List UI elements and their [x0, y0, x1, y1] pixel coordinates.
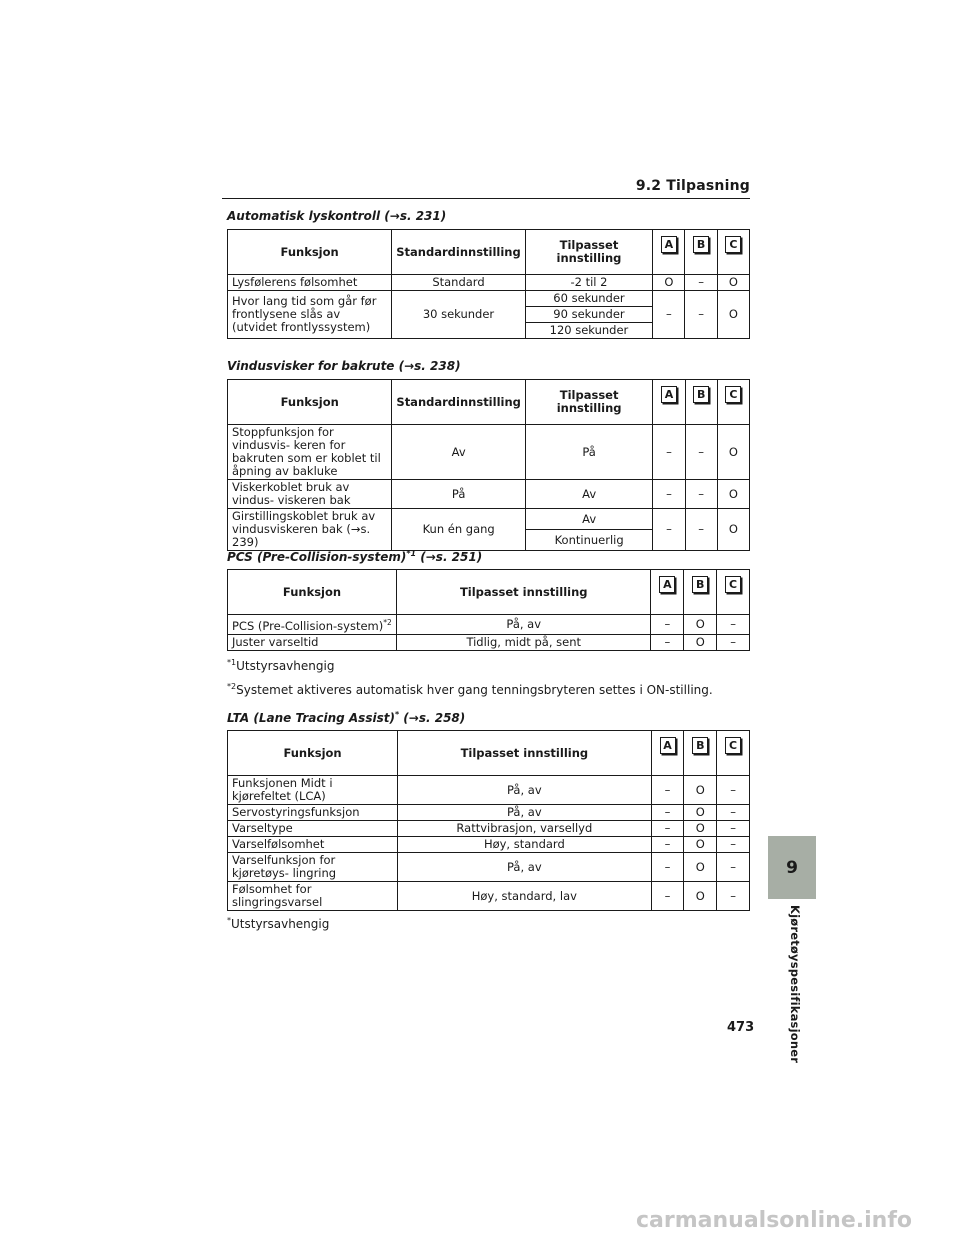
- cell-tilpasset: På, av: [397, 615, 651, 635]
- cell-funksjon: Girstillingskoblet bruk av vindusviskeren bak (→s. 239): [228, 509, 392, 551]
- col-a: [653, 380, 685, 425]
- cell-c: –: [717, 837, 750, 853]
- col-b: [684, 731, 717, 776]
- table-pcs: [227, 569, 750, 651]
- cell-funksjon: [228, 615, 397, 635]
- cell-tilpasset: På: [525, 425, 653, 480]
- section-title-lta-text: LTA (Lane Tracing Assist): [227, 711, 395, 725]
- cell-c: –: [717, 882, 750, 911]
- cell-tilpasset: 90 sekunder: [525, 307, 653, 323]
- cell-tilpasset: -2 til 2: [525, 275, 653, 291]
- cell-a: –: [651, 776, 684, 805]
- footnote-text: Utstyrsavhengig: [231, 917, 330, 931]
- col-c: [717, 380, 749, 425]
- table-wiper: [227, 379, 750, 551]
- footnote-marker: *1: [227, 658, 237, 667]
- cell-c: –: [717, 805, 750, 821]
- footnote-1: [227, 658, 334, 673]
- table-header-row: [228, 570, 750, 615]
- cell-tilpasset: 120 sekunder: [525, 323, 653, 339]
- cell-standard: Kun én gang: [392, 509, 525, 551]
- col-tilpasset: Tilpasset innstilling: [525, 380, 653, 425]
- table-lta: [227, 730, 750, 911]
- cell-standard: Av: [392, 425, 525, 480]
- cell-tilpasset: På, av: [398, 776, 652, 805]
- table-row: [228, 509, 750, 530]
- cell-a: –: [653, 509, 685, 551]
- table-header-row: [228, 380, 750, 425]
- cell-a: –: [653, 291, 685, 339]
- cell-b: –: [685, 291, 717, 339]
- section-title-lta: [227, 710, 465, 725]
- cell-b: O: [684, 805, 717, 821]
- cell-a: –: [651, 634, 684, 650]
- table-row: [228, 275, 750, 291]
- cell-funksjon: Hvor lang tid som går før frontlysene slås av (utvidet frontlyssystem): [228, 291, 392, 339]
- col-b: [685, 380, 717, 425]
- cell-tilpasset: Kontinuerlig: [525, 530, 653, 551]
- cell-b: –: [685, 425, 717, 480]
- cell-funksjon-text: PCS (Pre-Collision-system): [232, 618, 384, 633]
- table-header-row: [228, 230, 750, 275]
- section-title-pcs: [227, 549, 482, 564]
- table-row: [228, 425, 750, 480]
- cell-standard: Standard: [392, 275, 525, 291]
- table-header-row: [228, 731, 750, 776]
- section-title-wiper: Vindusvisker for bakrute (→s. 238): [227, 359, 461, 373]
- cell-tilpasset: Av: [525, 480, 653, 509]
- cell-tilpasset: Av: [525, 509, 653, 530]
- footnote-2: [227, 682, 713, 697]
- cell-b: O: [684, 882, 717, 911]
- cell-a: O: [653, 275, 685, 291]
- box-b-icon: B: [693, 236, 709, 253]
- cell-tilpasset: På, av: [398, 853, 652, 882]
- col-b: [684, 570, 717, 615]
- footnote-text: Systemet aktiveres automatisk hver gang tenningsbryteren settes i ON-stilling.: [236, 683, 713, 697]
- box-b-icon: B: [692, 737, 708, 754]
- cell-c: O: [717, 275, 749, 291]
- col-tilpasset: Tilpasset innstilling: [397, 570, 651, 615]
- section-title-pcs-text: PCS (Pre-Collision-system): [227, 550, 407, 564]
- footnote-marker: *: [394, 710, 400, 719]
- box-a-icon: A: [661, 386, 677, 403]
- table-row: [228, 821, 750, 837]
- cell-funksjon: Stoppfunksjon for vindusvis- keren for bakruten som er koblet til åpning av bakluke: [228, 425, 392, 480]
- cell-b: O: [684, 634, 717, 650]
- cell-funksjon: Lysfølerens følsomhet: [228, 275, 392, 291]
- table-auto-light: [227, 229, 750, 339]
- cell-a: –: [651, 837, 684, 853]
- page-header: [222, 178, 750, 199]
- cell-funksjon: Varselfunksjon for kjøretøys- lingring: [228, 853, 398, 882]
- section-header-title: 9.2 Tilpasning: [635, 178, 750, 194]
- cell-a: –: [651, 882, 684, 911]
- col-funksjon: Funksjon: [228, 230, 392, 275]
- cell-b: –: [685, 480, 717, 509]
- table-row: [228, 776, 750, 805]
- chapter-tab[interactable]: 9: [768, 836, 816, 899]
- cell-tilpasset: Tidlig, midt på, sent: [397, 634, 651, 650]
- cell-c: –: [717, 634, 750, 650]
- cell-standard: 30 sekunder: [392, 291, 525, 339]
- cell-funksjon: Varseltype: [228, 821, 398, 837]
- box-a-icon: A: [660, 737, 676, 754]
- table-row: [228, 634, 750, 650]
- box-c-icon: C: [725, 236, 741, 253]
- cell-b: O: [684, 853, 717, 882]
- col-tilpasset: Tilpasset innstilling: [398, 731, 652, 776]
- col-standard: Standardinnstilling: [392, 380, 525, 425]
- cell-c: –: [717, 821, 750, 837]
- box-a-icon: A: [661, 236, 677, 253]
- footnote-marker: *: [227, 916, 231, 925]
- table-row: [228, 882, 750, 911]
- col-tilpasset: Tilpasset innstilling: [525, 230, 653, 275]
- watermark: carmanualsonline.info: [636, 1208, 912, 1233]
- box-b-icon: B: [692, 576, 708, 593]
- header-rule: [222, 198, 750, 199]
- cell-a: –: [653, 425, 685, 480]
- footnote-marker: *1: [406, 549, 417, 558]
- col-b: [685, 230, 717, 275]
- cell-c: –: [717, 776, 750, 805]
- table-row: [228, 480, 750, 509]
- footnote-marker: *2: [383, 618, 392, 627]
- cell-standard: På: [392, 480, 525, 509]
- cell-b: O: [684, 776, 717, 805]
- cell-funksjon: Juster varseltid: [228, 634, 397, 650]
- col-c: [717, 570, 750, 615]
- cell-c: O: [717, 509, 749, 551]
- col-a: [653, 230, 685, 275]
- footnote-marker: *2: [227, 682, 237, 691]
- cell-b: –: [685, 275, 717, 291]
- box-c-icon: C: [725, 737, 741, 754]
- table-row: [228, 291, 750, 307]
- cell-c: O: [717, 425, 749, 480]
- section-title-pcs-ref: (→s. 251): [416, 550, 483, 564]
- footnote-text: Utstyrsavhengig: [236, 659, 335, 673]
- cell-a: –: [651, 821, 684, 837]
- cell-b: O: [684, 821, 717, 837]
- col-c: [717, 731, 750, 776]
- cell-tilpasset: Høy, standard: [398, 837, 652, 853]
- table-row: [228, 615, 750, 635]
- col-standard: Standardinnstilling: [392, 230, 525, 275]
- box-a-icon: A: [659, 576, 675, 593]
- cell-funksjon: Viskerkoblet bruk av vindus- viskeren bak: [228, 480, 392, 509]
- page-number: 473: [727, 1020, 755, 1035]
- box-c-icon: C: [725, 576, 741, 593]
- cell-tilpasset: Høy, standard, lav: [398, 882, 652, 911]
- cell-funksjon: Varselfølsomhet: [228, 837, 398, 853]
- col-funksjon: Funksjon: [228, 731, 398, 776]
- cell-a: –: [653, 480, 685, 509]
- col-a: [651, 570, 684, 615]
- table-row: [228, 853, 750, 882]
- section-title-auto-light: Automatisk lyskontroll (→s. 231): [227, 209, 447, 223]
- cell-funksjon: Funksjonen Midt i kjørefeltet (LCA): [228, 776, 398, 805]
- cell-a: –: [651, 615, 684, 635]
- cell-tilpasset: På, av: [398, 805, 652, 821]
- cell-funksjon: Servostyringsfunksjon: [228, 805, 398, 821]
- col-a: [651, 731, 684, 776]
- chapter-title: Kjøretøyspesifikasjoner: [788, 905, 802, 1064]
- box-c-icon: C: [725, 386, 741, 403]
- footnote-3: [227, 916, 329, 931]
- col-funksjon: Funksjon: [228, 380, 392, 425]
- cell-b: –: [685, 509, 717, 551]
- cell-c: O: [717, 291, 749, 339]
- cell-a: –: [651, 853, 684, 882]
- col-c: [717, 230, 749, 275]
- cell-b: O: [684, 837, 717, 853]
- section-title-lta-ref: (→s. 258): [399, 711, 466, 725]
- cell-a: –: [651, 805, 684, 821]
- cell-c: O: [717, 480, 749, 509]
- cell-b: O: [684, 615, 717, 635]
- cell-tilpasset: Rattvibrasjon, varsellyd: [398, 821, 652, 837]
- table-row: [228, 837, 750, 853]
- box-b-icon: B: [693, 386, 709, 403]
- cell-tilpasset: 60 sekunder: [525, 291, 653, 307]
- table-row: [228, 805, 750, 821]
- col-funksjon: Funksjon: [228, 570, 397, 615]
- cell-funksjon: Følsomhet for slingringsvarsel: [228, 882, 398, 911]
- cell-c: –: [717, 853, 750, 882]
- cell-c: –: [717, 615, 750, 635]
